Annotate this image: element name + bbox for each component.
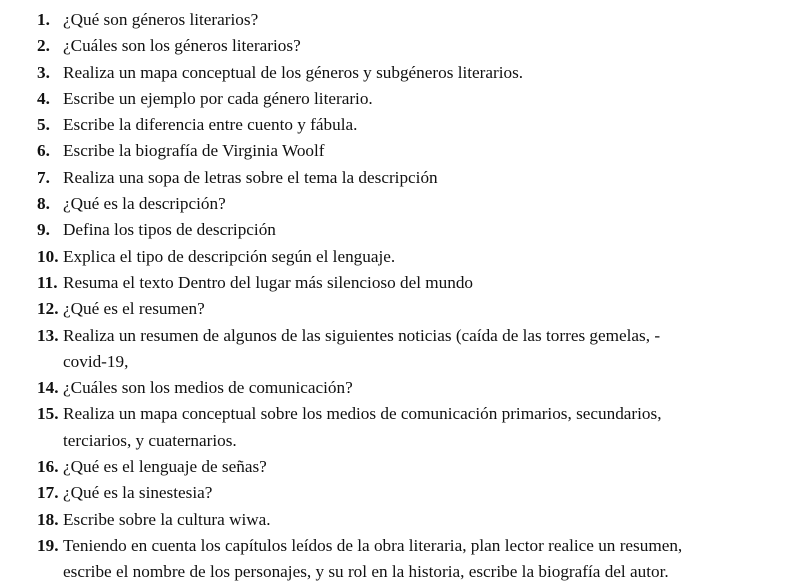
item-text: Realiza una sopa de letras sobre el tema la descripción (63, 167, 438, 187)
item-text: Resuma el texto Dentro del lugar más silencioso del mundo (63, 272, 474, 292)
list-item (0, 323, 791, 376)
list-item (0, 401, 791, 454)
item-text: ¿Cuáles son los medios de comunicación? (63, 378, 353, 398)
item-number: 4. (37, 88, 50, 108)
item-number: 18. (37, 509, 59, 529)
list-item (0, 217, 791, 243)
item-text: terciarios, y cuaternarios. (63, 430, 237, 450)
list-item (0, 112, 791, 138)
list-item (0, 33, 791, 59)
item-number: 9. (37, 220, 50, 240)
item-number: 10. (37, 246, 59, 266)
item-number: 13. (37, 325, 59, 345)
item-text: Realiza un resumen de algunos de las siguientes noticias (caída de las torres gemelas, - (63, 325, 661, 345)
item-text: Escribe la biografía de Virginia Woolf (63, 141, 325, 161)
item-text: ¿Qué son géneros literarios? (63, 10, 259, 29)
list-item (0, 375, 791, 401)
item-text: Realiza un mapa conceptual sobre los medios de comunicación primarios, secundarios, (63, 404, 662, 424)
item-text: ¿Qué es el resumen? (63, 299, 205, 319)
list-item (0, 480, 791, 506)
item-text: ¿Cuáles son los géneros literarios? (63, 36, 301, 56)
item-text: Realiza un mapa conceptual de los géneros y subgéneros literarios. (63, 62, 524, 82)
item-text: Explica el tipo de descripción según el lenguaje. (63, 246, 396, 266)
item-text: Escribe un ejemplo por cada género literario. (63, 88, 373, 108)
item-number: 8. (37, 194, 50, 214)
item-number: 14. (37, 378, 59, 398)
list-item (0, 191, 791, 217)
item-number: 19. (37, 535, 59, 555)
item-text: ¿Qué es la sinestesia? (63, 483, 213, 503)
list-item (0, 507, 791, 533)
item-number: 17. (37, 483, 59, 503)
item-number: 3. (37, 62, 50, 82)
item-number: 6. (37, 141, 50, 161)
item-text: escribe el nombre de los personajes, y su rol en la historia, escribe la biografía del autor. (63, 562, 669, 582)
list-item (0, 454, 791, 480)
item-number: 2. (37, 36, 50, 56)
item-number: 12. (37, 299, 59, 319)
list-item (0, 296, 791, 322)
list-item (0, 60, 791, 86)
item-text: Teniendo en cuenta los capítulos leídos de la obra literaria, plan lector realice un resumen, (63, 535, 683, 555)
item-text: ¿Qué es el lenguaje de señas? (63, 457, 267, 477)
item-text: covid-19, (63, 351, 129, 371)
item-number: 15. (37, 404, 59, 424)
item-number: 1. (37, 10, 50, 29)
item-number: 5. (37, 115, 50, 135)
item-number: 7. (37, 167, 50, 187)
item-number: 16. (37, 457, 59, 477)
item-number: 11. (37, 272, 58, 292)
list-item (0, 86, 791, 112)
list-item (0, 138, 791, 164)
list-item (0, 165, 791, 191)
item-text: ¿Qué es la descripción? (63, 194, 226, 214)
item-text: Escribe la diferencia entre cuento y fábula. (63, 115, 358, 135)
item-text: Defina los tipos de descripción (63, 220, 276, 240)
list-item (0, 244, 791, 270)
item-text: Escribe sobre la cultura wiwa. (63, 509, 271, 529)
list-item (0, 270, 791, 296)
list-item (0, 7, 791, 33)
